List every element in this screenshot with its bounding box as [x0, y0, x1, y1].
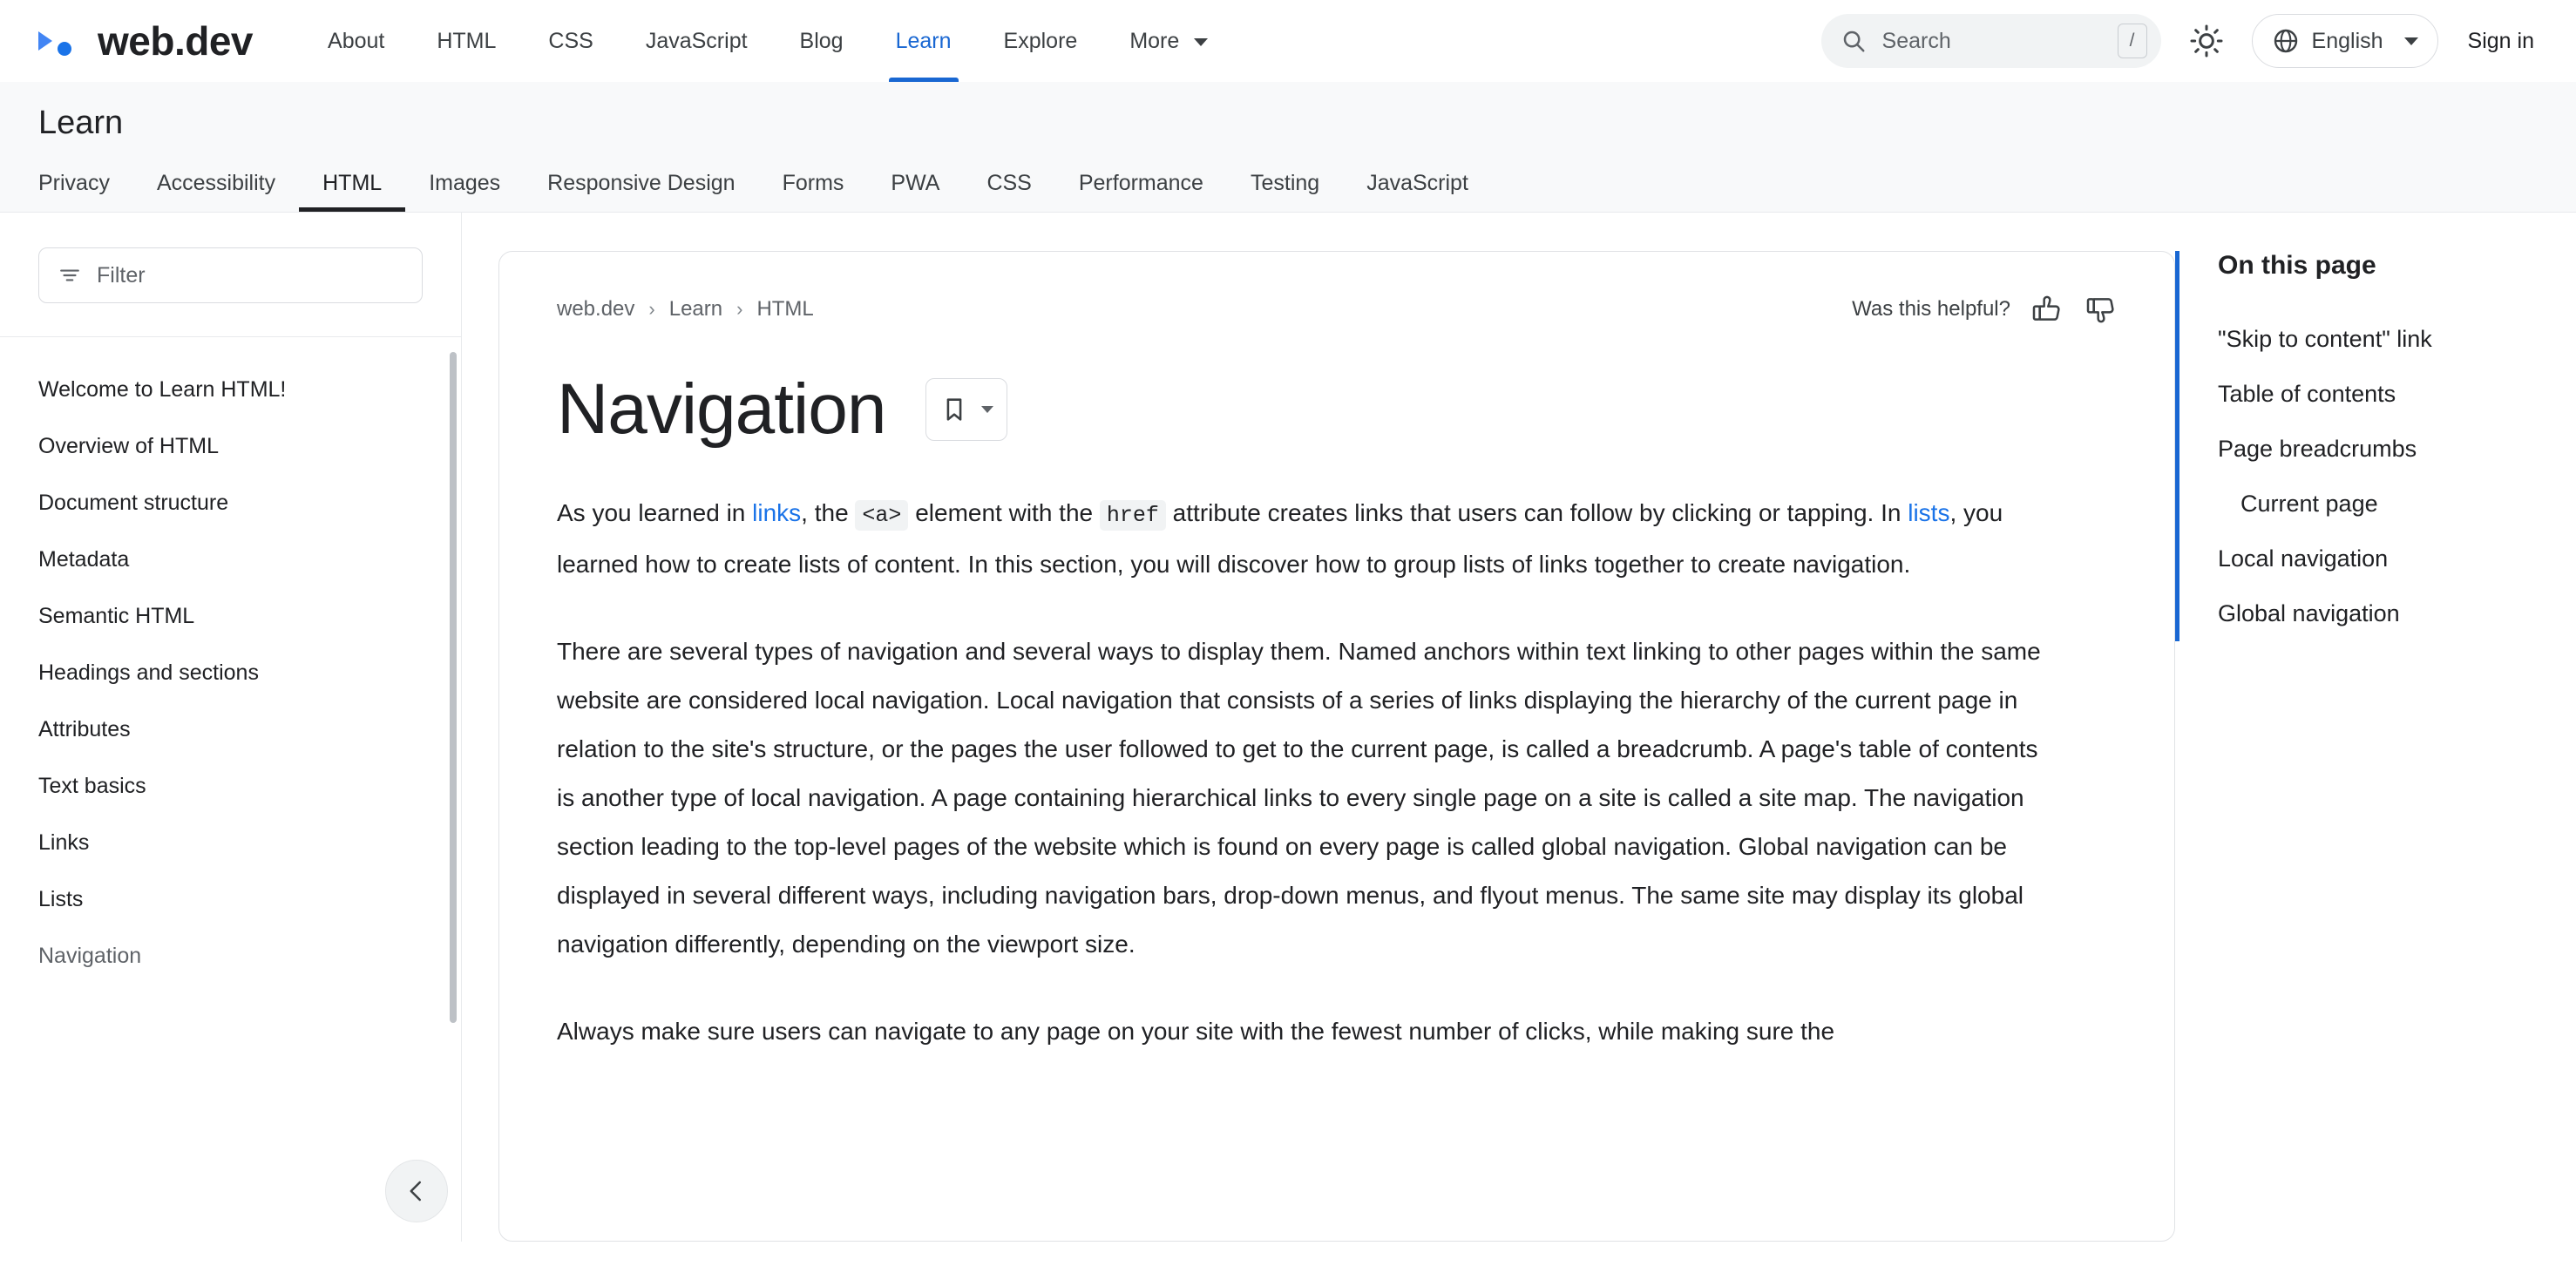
sidebar-item-label: Welcome to Learn HTML! [38, 377, 287, 402]
sidebar-item-links[interactable] [0, 815, 461, 871]
search-icon [1840, 28, 1867, 54]
sidebar-item-label: Headings and sections [38, 660, 259, 685]
tab-label: Performance [1078, 171, 1203, 195]
sidebar-item-overview[interactable] [0, 418, 461, 475]
sidebar-item-label: Semantic HTML [38, 604, 195, 628]
toc-item-label: "Skip to content" link [2218, 326, 2432, 352]
feedback-label: Was this helpful? [1852, 297, 2010, 321]
tab-css[interactable] [963, 171, 1054, 212]
nav-item-learn[interactable] [870, 0, 978, 82]
header-actions [1821, 14, 2541, 68]
sidebar-item-label: Links [38, 830, 90, 855]
sidebar-item-label: Overview of HTML [38, 434, 219, 458]
tab-label: PWA [891, 171, 940, 195]
link-lists[interactable]: lists [1908, 499, 1950, 526]
sidebar-item-attributes[interactable] [0, 701, 461, 758]
sidebar-item-label: Lists [38, 887, 84, 911]
breadcrumb-separator-icon: › [648, 298, 655, 320]
tab-label: Forms [782, 171, 844, 195]
sidebar-item-navigation[interactable] [0, 928, 461, 985]
nav-item-about[interactable] [302, 0, 410, 82]
sidebar-item-lists[interactable] [0, 871, 461, 928]
tab-label: Images [429, 171, 501, 195]
toc-item-skip-to-content-link[interactable] [2218, 312, 2541, 367]
tab-html[interactable] [299, 171, 405, 212]
thumb-up-icon[interactable] [2030, 292, 2064, 327]
tab-label: Privacy [38, 171, 110, 195]
chevron-down-icon [2404, 37, 2418, 45]
page-body [0, 213, 2576, 1242]
text-fragment: Always make sure users can navigate to any page on your site with the fewest number of clicks, while making sure the [557, 1018, 1835, 1045]
nav-item-html[interactable] [410, 0, 522, 82]
sidebar-scrollbar[interactable] [450, 352, 457, 1023]
on-this-page-panel [2175, 213, 2576, 1242]
sidebar-item-metadata[interactable] [0, 531, 461, 588]
breadcrumb-row [557, 292, 2118, 327]
tab-label: Accessibility [156, 171, 276, 195]
breadcrumb-item-webdev[interactable]: web.dev [557, 297, 635, 321]
chevron-down-icon [1194, 38, 1208, 46]
feedback-widget [1852, 292, 2118, 327]
toc-list [2175, 251, 2541, 641]
toc-item-label: Global navigation [2218, 600, 2400, 626]
thumb-down-icon[interactable] [2084, 292, 2118, 327]
sidebar-collapse-button[interactable] [385, 1160, 448, 1222]
nav-label: JavaScript [645, 29, 748, 53]
nav-item-css[interactable] [522, 0, 619, 82]
tab-label: JavaScript [1366, 171, 1468, 195]
sign-in-button[interactable]: Sign in [2467, 28, 2534, 53]
tab-forms[interactable] [759, 171, 868, 212]
tab-label: Testing [1250, 171, 1320, 195]
sidebar-nav-list [0, 337, 461, 985]
main-content [462, 213, 2175, 1242]
nav-label: Blog [799, 29, 844, 53]
breadcrumb-item-learn[interactable]: Learn [668, 297, 723, 321]
tab-label: Responsive Design [547, 171, 736, 195]
paragraph-3 [557, 1007, 2047, 1056]
page-title-text: Navigation [557, 369, 886, 449]
tab-label: HTML [322, 171, 383, 195]
primary-nav [302, 0, 1234, 82]
toc-item-label: Local navigation [2218, 545, 2389, 572]
text-fragment: , the [801, 499, 856, 526]
chevron-left-icon [403, 1178, 430, 1204]
bookmark-button[interactable] [925, 378, 1007, 441]
bookmark-icon [939, 395, 969, 424]
site-logo[interactable] [35, 17, 253, 64]
nav-item-explore[interactable] [978, 0, 1104, 82]
toc-item-current-page[interactable] [2218, 477, 2541, 531]
filter-input[interactable] [38, 247, 423, 303]
course-tabs [38, 158, 2538, 212]
sidebar-item-semantic-html[interactable] [0, 588, 461, 645]
toc-item-local-navigation[interactable] [2218, 531, 2541, 586]
section-title: Learn [38, 105, 124, 141]
tab-privacy[interactable] [38, 171, 133, 212]
tab-testing[interactable] [1227, 171, 1343, 212]
nav-label: Learn [895, 29, 952, 53]
nav-label: More [1129, 29, 1180, 53]
tab-performance[interactable] [1055, 171, 1227, 212]
section-header [0, 82, 2576, 213]
globe-icon [2272, 27, 2300, 55]
breadcrumb-item-html[interactable]: HTML [756, 297, 814, 321]
filter-icon [58, 264, 81, 287]
toc-item-label: Table of contents [2218, 381, 2396, 407]
toc-title: On this page [2218, 251, 2376, 280]
text-fragment: attribute creates links that users can follow by clicking or tapping. In [1165, 499, 1908, 526]
tab-pwa[interactable] [867, 171, 963, 212]
course-sidebar [0, 213, 462, 1242]
nav-label: HTML [437, 29, 497, 53]
sidebar-item-text-basics[interactable] [0, 758, 461, 815]
sidebar-item-headings-and-sections[interactable] [0, 645, 461, 701]
paragraph-1 [557, 489, 2047, 589]
webdev-logo-icon [35, 17, 82, 64]
sidebar-item-label: Navigation [38, 944, 142, 968]
text-fragment: , you learned how to create lists of content. In this section, you will discover how to group lists of links together to create navigation. [557, 499, 2003, 578]
page-title [557, 369, 2118, 450]
nav-item-more[interactable] [1103, 0, 1234, 82]
toc-item-label: Page breadcrumbs [2218, 436, 2417, 462]
tab-responsive-design[interactable] [524, 171, 758, 212]
sidebar-item-label: Metadata [38, 547, 130, 572]
search-shortcut-key: / [2118, 24, 2147, 58]
nav-item-javascript[interactable] [620, 0, 774, 82]
paragraph-2 [557, 627, 2047, 969]
sidebar-item-label: Document structure [38, 491, 229, 515]
tab-label: CSS [986, 171, 1032, 195]
code-href-attribute: href [1100, 500, 1166, 531]
sidebar-item-label: Text basics [38, 774, 146, 798]
theme-toggle-button[interactable] [2184, 18, 2229, 64]
nav-label: Explore [1003, 29, 1078, 53]
tab-images[interactable] [405, 171, 524, 212]
toc-item-page-breadcrumbs[interactable] [2218, 422, 2541, 477]
breadcrumb [557, 297, 814, 322]
text-fragment: As you learned in [557, 499, 753, 526]
sidebar-item-document-structure[interactable] [0, 475, 461, 531]
sidebar-item-welcome[interactable] [0, 362, 461, 418]
tab-javascript[interactable] [1343, 171, 1492, 212]
toc-item-table-of-contents[interactable] [2218, 367, 2541, 422]
tab-accessibility[interactable] [133, 171, 299, 212]
chevron-down-icon [981, 406, 993, 413]
sidebar-item-label: Attributes [38, 717, 131, 741]
nav-item-blog[interactable] [774, 0, 870, 82]
text-fragment: element with the [908, 499, 1100, 526]
search-input[interactable] [1821, 14, 2161, 68]
text-fragment: There are several types of navigation and several ways to display them. Named anchors within text linking to other pages within the same website are considered local navigation. Local navigation that consists of a series of links displaying the hierarchy of the current page in relation to the site's structure, or the pages the user followed to get to the current page, is called a breadcrumb. A page's table of contents is another type of local navigation. A page containing hierarchical links to every single page on a site is called a site map. The navigation section leading to the top-level pages of the website which is found on every page is called global navigation. Global navigation can be displayed in several different ways, including navigation bars, drop-down menus, and flyout menus. The same site may display its global navigation differently, depending on the viewport size. [557, 638, 2041, 958]
toc-item-global-navigation[interactable] [2218, 586, 2541, 641]
sun-icon [2189, 24, 2224, 58]
code-anchor-element: <a> [855, 500, 908, 531]
nav-label: About [328, 29, 385, 53]
language-selector[interactable] [2252, 14, 2438, 68]
article-card [498, 251, 2175, 1242]
breadcrumb-separator-icon: › [736, 298, 743, 320]
link-links[interactable]: links [752, 499, 802, 526]
top-header [0, 0, 2576, 82]
logo-text: web.dev [98, 18, 254, 64]
language-label: English [2311, 28, 2383, 53]
search-placeholder: Search [1881, 28, 1951, 53]
nav-label: CSS [548, 29, 593, 53]
toc-item-label: Current page [2240, 491, 2378, 517]
filter-placeholder: Filter [97, 262, 146, 288]
